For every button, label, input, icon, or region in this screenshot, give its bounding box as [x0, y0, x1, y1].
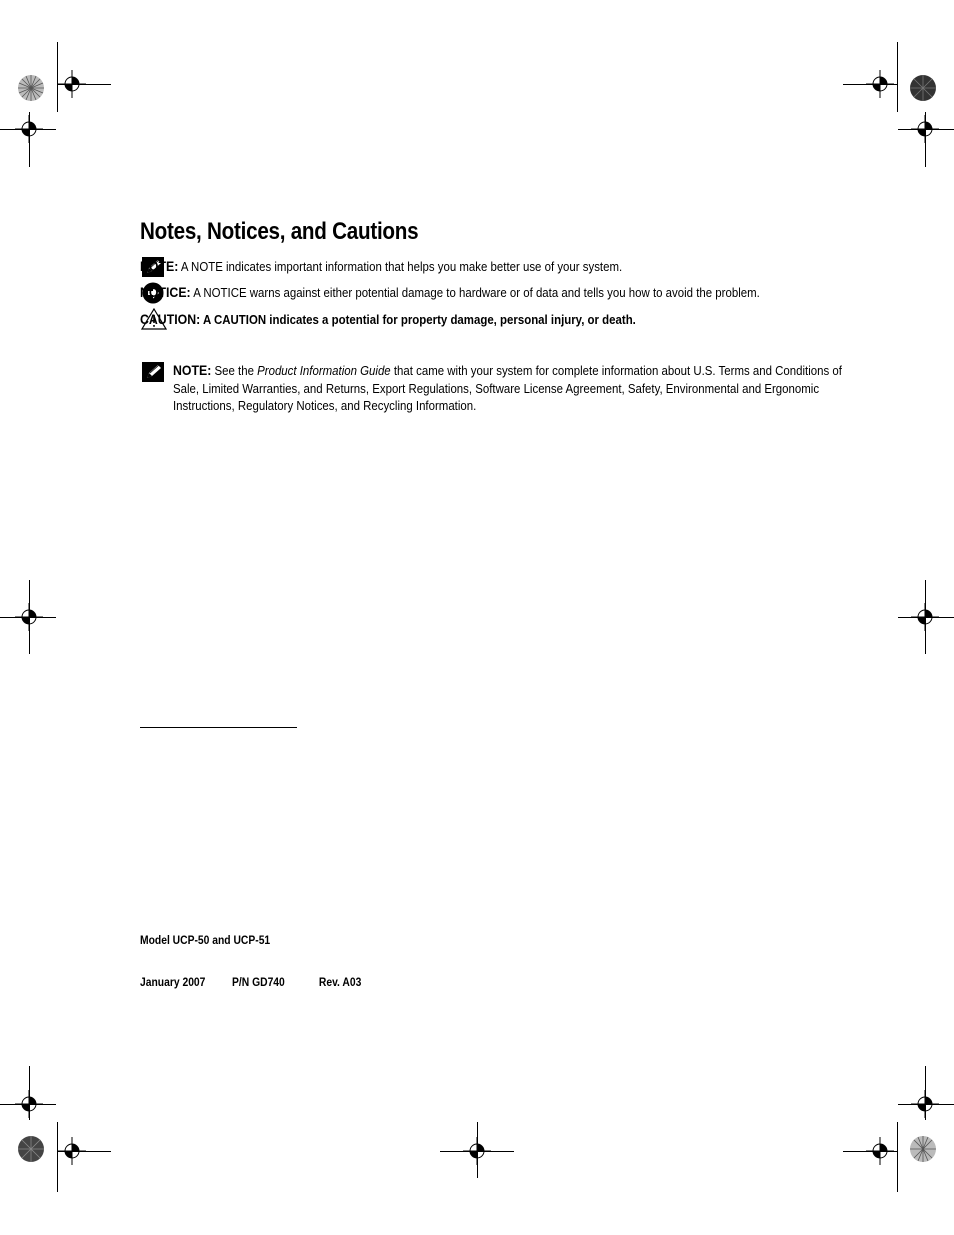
registration-mark-icon — [15, 115, 43, 143]
info-note-pre: See the — [211, 363, 258, 378]
registration-mark-icon — [911, 1090, 939, 1118]
registration-mark-icon — [15, 603, 43, 631]
note-pencil-icon — [142, 362, 164, 382]
registration-mark-icon — [463, 1137, 491, 1165]
caution-text: A CAUTION indicates a potential for property damage, personal injury, or death. — [200, 312, 636, 327]
information-note-paragraph — [173, 362, 859, 415]
notice-text: A NOTICE warns against either potential damage to hardware or of data and tells you how to avoid the problem. — [190, 285, 760, 300]
registration-mark-icon — [866, 70, 894, 98]
registration-mark-icon — [58, 1137, 86, 1165]
registration-swirl-icon — [17, 74, 45, 102]
registration-mark-icon — [866, 1137, 894, 1165]
registration-swirl-icon — [17, 1135, 45, 1163]
revision: Rev. A03 — [318, 975, 362, 989]
registration-mark-icon — [911, 603, 939, 631]
notice-line — [140, 284, 760, 300]
model-number: Model UCP-50 and UCP-51 — [140, 933, 271, 947]
info-note-post: that came with your system for complete information about U.S. Terms and Conditions of Sale, Limited Warranties, and Returns, Export Regulations, Software License Agreement, Safety, Environmental and Ergonomic Instructions, Regulatory Notices, and Recycling Information. — [173, 363, 842, 413]
publication-date: January 2007 — [140, 975, 206, 989]
registration-swirl-icon — [909, 74, 937, 102]
separator-rule — [140, 727, 297, 728]
registration-mark-icon — [58, 70, 86, 98]
registration-mark-icon — [15, 1090, 43, 1118]
registration-mark-icon — [911, 115, 939, 143]
part-number: P/N GD740 — [232, 975, 285, 989]
page-title: Notes, Notices, and Cautions — [140, 218, 419, 245]
caution-label: CAUTION: — [140, 311, 201, 327]
note-line — [140, 258, 622, 274]
info-note-label: NOTE: — [173, 362, 212, 378]
note-text: A NOTE indicates important information that helps you make better use of your system. — [178, 259, 623, 274]
notice-label: NOTICE: — [140, 284, 191, 300]
caution-line — [140, 311, 636, 327]
product-guide-title: Product Information Guide — [257, 363, 391, 378]
publication-footer — [140, 975, 361, 989]
note-label: NOTE: — [140, 258, 179, 274]
registration-swirl-icon — [909, 1135, 937, 1163]
